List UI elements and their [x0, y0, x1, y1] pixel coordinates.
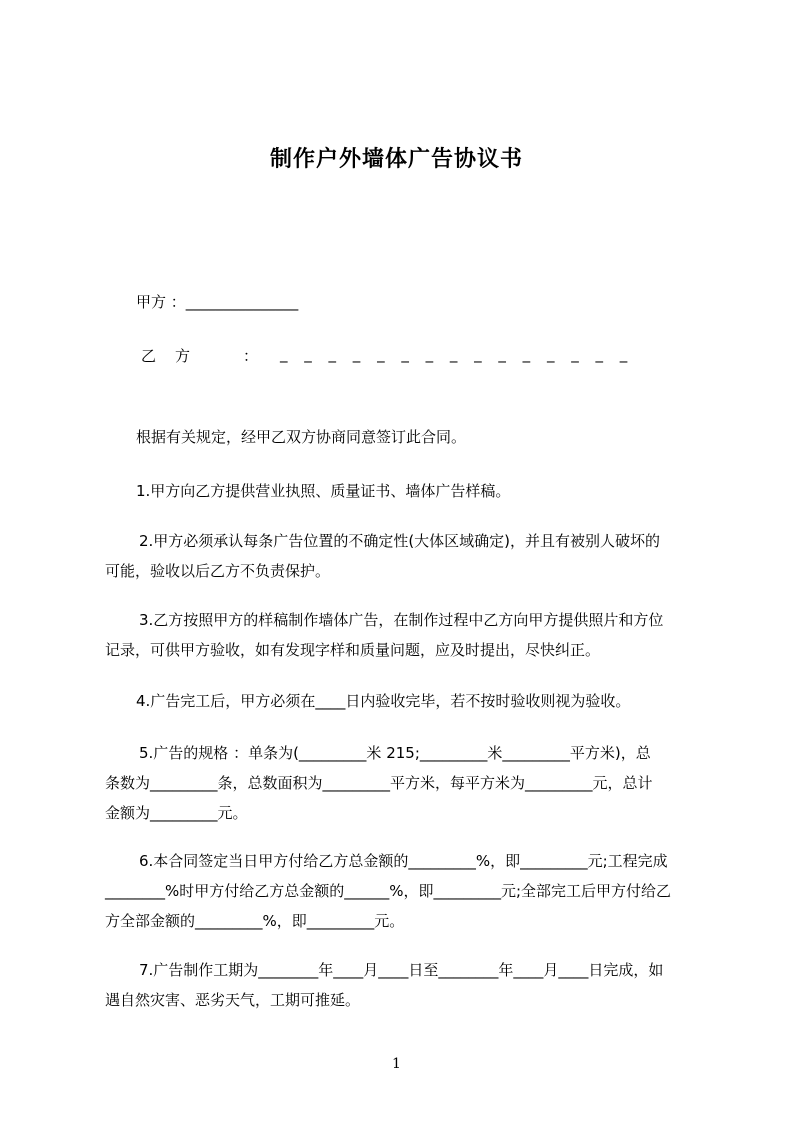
clause-4: 4.广告完工后，甲方必须在____日内验收完毕，若不按时验收则视为验收。: [136, 692, 631, 710]
clause-6-line-3: 方全部金额的_________%，即_________元。: [105, 912, 405, 930]
clause-2: [105, 526, 705, 586]
clause-3: [105, 605, 705, 665]
clause-7: [105, 955, 705, 1015]
clause-6: [105, 846, 705, 936]
clause-1: 1.甲方向乙方提供营业执照、质量证书、墙体广告样稿。: [136, 482, 511, 500]
clause-6-line-2: ________%时甲方付给乙方总金额的______%，即_________元;全部完工后甲方付给乙: [105, 882, 672, 900]
clause-7-line-2: 遇自然灾害、恶劣天气，工期可推延。: [105, 991, 361, 1009]
clause-5-line-3: 金额为_________元。: [105, 804, 248, 822]
clause-2-line-2: 可能，验收以后乙方不负责保护。: [105, 562, 331, 580]
party-b-colon: ：: [243, 347, 259, 365]
clause-7-line-1: 7.广告制作工期为________年____月____日至________年____月____日完成，如: [139, 961, 664, 979]
intro-paragraph: 根据有关规定，经甲乙双方协商同意签订此合同。: [136, 428, 467, 446]
clause-6-line-1: 6.本合同签定当日甲方付给乙方总金额的_________%，即_________元;工程完成: [139, 852, 668, 870]
clause-5-line-2: 条数为_________条，总数面积为_________平方米，每平方米为_________元，总计: [105, 774, 653, 792]
clause-5-line-1: 5.广告的规格 ：单条为(_________米 215;_________米_________平方米)，总: [139, 744, 651, 762]
clause-5: [105, 738, 705, 828]
document-title: 制作户外墙体广告协议书: [269, 147, 523, 172]
clause-2-line-1: 2.甲方必须承认每条广告位置的不确定性(大体区域确定)，并且有被别人破坏的: [139, 532, 661, 550]
party-a-line: 甲方 ：_______________: [136, 293, 299, 311]
clause-3-line-2: 记录，可供甲方验收，如有发现字样和质量问题，应及时提出，尽快纠正。: [105, 641, 601, 659]
party-b-label: 乙 方: [141, 347, 193, 365]
page-number: 1: [392, 1056, 401, 1072]
clause-3-line-1: 3.乙方按照甲方的样稿制作墙体广告，在制作过程中乙方向甲方提供照片和方位: [139, 611, 664, 629]
party-b-blank: _ _ _ _ _ _ _ _ _ _ _ _ _ _ _: [280, 345, 634, 363]
